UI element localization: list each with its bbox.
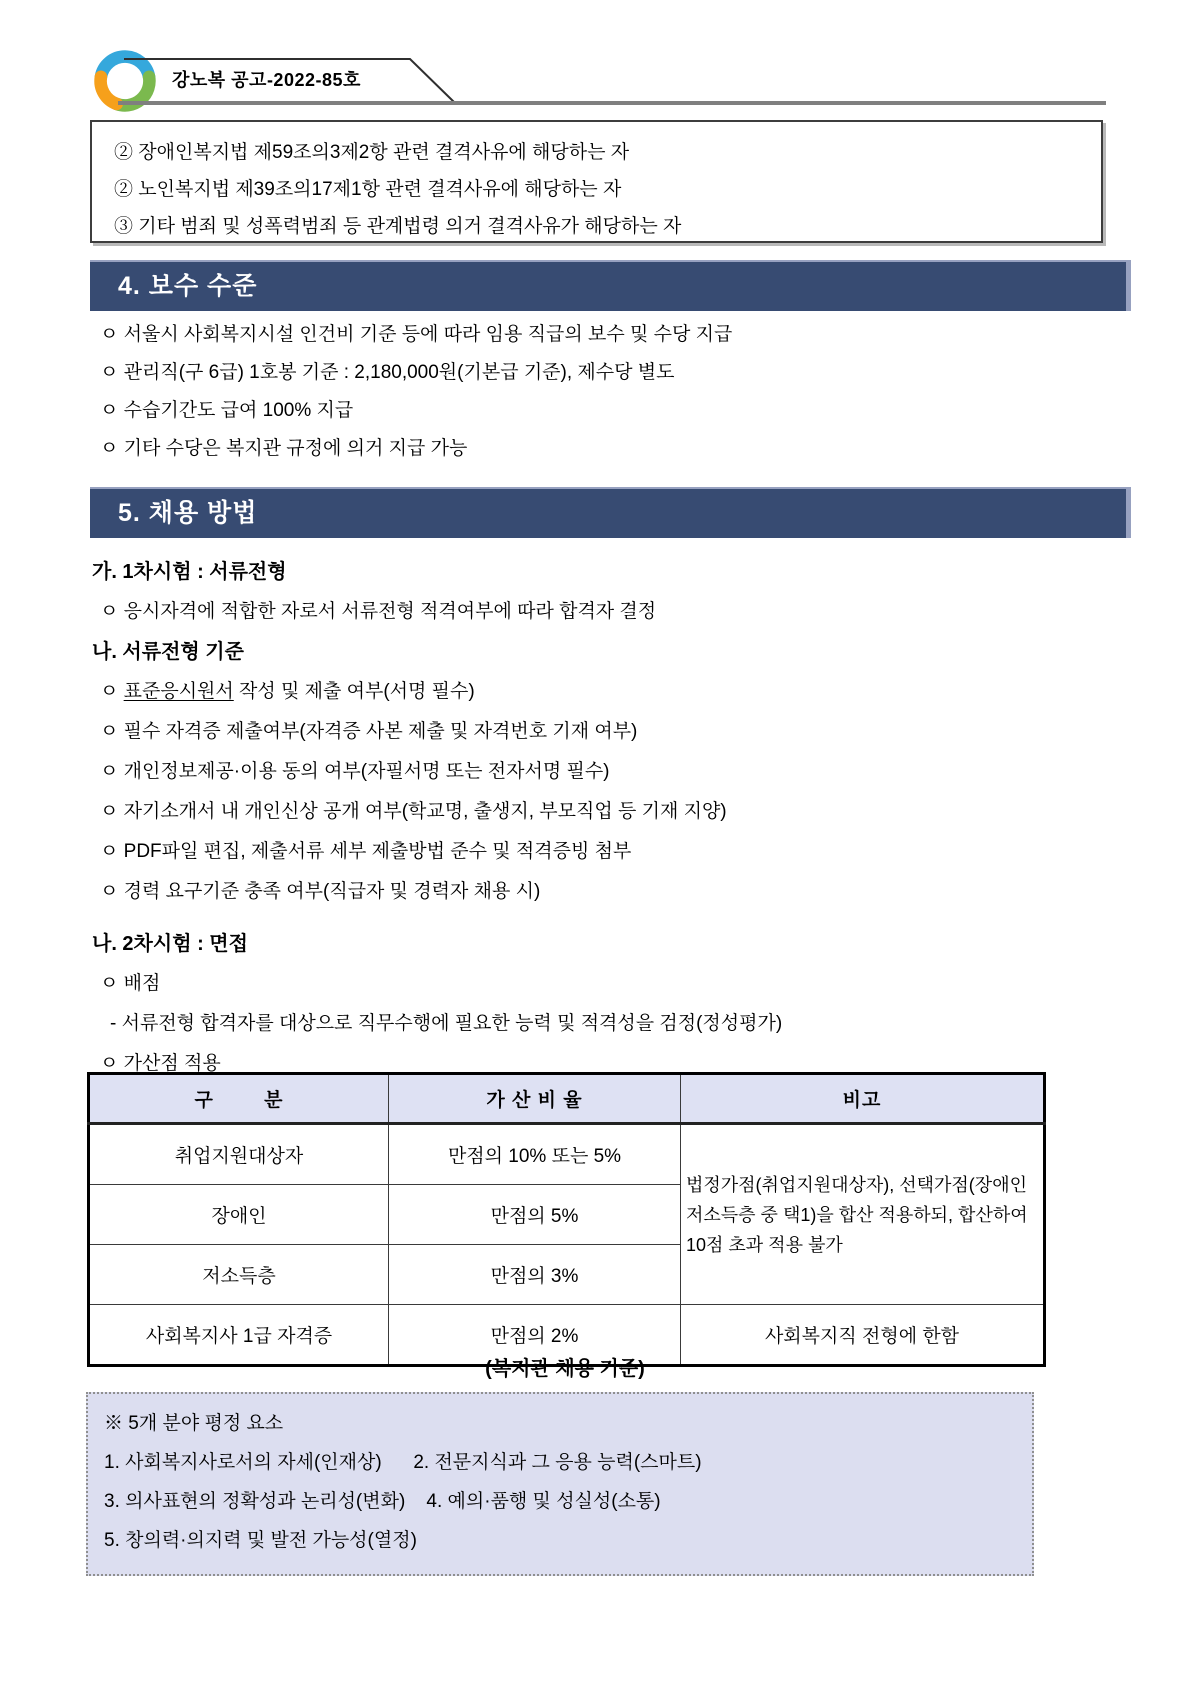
bullet-line: ㅇ 표준응시원서 작성 및 제출 여부(서명 필수) — [100, 681, 475, 702]
cell-ratio: 만점의 2% — [389, 1305, 681, 1366]
subsection-heading: 가. 1차시험 : 서류전형 — [92, 561, 287, 583]
disqualification-item: ③ 기타 범죄 및 성폭력범죄 등 관계법령 의거 결격사유가 해당하는 자 — [114, 216, 682, 237]
col-header-category: 구 분 — [89, 1074, 389, 1124]
evaluation-criteria-box — [86, 1392, 1034, 1576]
evaluation-line: 1. 사회복지사로서의 자세(인재상) 2. 전문지식과 그 응용 능력(스마트) — [104, 1452, 702, 1473]
bullet-line: ㅇ 자기소개서 내 개인신상 공개 여부(학교명, 출생지, 부모직업 등 기재 지양) — [100, 801, 727, 822]
bullet-line: ㅇ 배점 — [100, 973, 161, 994]
bullet-line: ㅇ 응시자격에 적합한 자로서 서류전형 적격여부에 따라 합격자 결정 — [100, 601, 657, 622]
table-row — [89, 1124, 1045, 1185]
cell-category: 취업지원대상자 — [89, 1124, 389, 1185]
bullet-line: ㅇ 서울시 사회복지시설 인건비 기준 등에 따라 임용 직급의 보수 및 수당 지급 — [100, 324, 733, 345]
bullet-line: ㅇ 수습기간도 급여 100% 지급 — [100, 400, 354, 421]
bullet-line: ㅇ 개인정보제공·이용 동의 여부(자필서명 또는 전자서명 필수) — [100, 761, 610, 782]
section-4-body — [100, 316, 1100, 468]
subsection-heading: 나. 서류전형 기준 — [92, 641, 244, 663]
cell-category: 장애인 — [89, 1185, 389, 1245]
evaluation-line: 3. 의사표현의 정확성과 논리성(변화) 4. 예의·품행 및 성실성(소통) — [104, 1491, 661, 1512]
table-caption: (복지관 채용 기준) — [485, 1358, 645, 1380]
col-header-ratio: 가 산 비 율 — [389, 1074, 681, 1124]
disqualification-item: ② 장애인복지법 제59조의3제2항 관련 결격사유에 해당하는 자 — [114, 142, 630, 163]
cell-ratio: 만점의 5% — [389, 1185, 681, 1245]
bullet-line: ㅇ 관리직(구 6급) 1호봉 기준 : 2,180,000원(기본급 기준), 제수당 별도 — [100, 362, 675, 383]
bonus-table — [87, 1072, 1046, 1367]
section-5-title: 5. 채용 방법 — [118, 499, 258, 527]
cell-category: 저소득층 — [89, 1245, 389, 1305]
col-header-note: 비고 — [681, 1074, 1045, 1124]
bullet-line: ㅇ 경력 요구기준 충족 여부(직급자 및 경력자 채용 시) — [100, 881, 541, 902]
evaluation-title: ※ 5개 분야 평정 요소 — [104, 1413, 284, 1434]
doc-number: 강노복 공고-2022-85호 — [172, 70, 361, 90]
section-4-title: 4. 보수 수준 — [118, 272, 258, 300]
disqualification-item: ② 노인복지법 제39조의17제1항 관련 결격사유에 해당하는 자 — [114, 179, 622, 200]
table-header-row — [89, 1074, 1045, 1124]
bullet-line: ㅇ PDF파일 편집, 제출서류 세부 제출방법 준수 및 적격증빙 첨부 — [100, 841, 632, 862]
subsection-heading: 나. 2차시험 : 면접 — [92, 933, 248, 955]
bullet-line: ㅇ 가산점 적용 — [100, 1053, 221, 1074]
disqualification-box — [90, 120, 1103, 243]
section-4-header — [90, 260, 1131, 311]
cell-note: 사회복지직 전형에 한함 — [681, 1305, 1045, 1366]
dash-line: - 서류전형 합격자를 대상으로 직무수행에 필요한 능력 및 적격성을 검정(정성평가) — [110, 1013, 783, 1034]
cell-category: 사회복지사 1급 자격증 — [89, 1305, 389, 1366]
page-header — [0, 0, 1190, 120]
cell-merged-note: 법정가점(취업지원대상자), 선택가점(장애인 저소득층 중 택1)을 합산 적용하되, 합산하여 10점 초과 적용 불가 — [681, 1124, 1045, 1305]
spacer — [92, 912, 1102, 924]
bullet-line: ㅇ 기타 수당은 복지관 규정에 의거 지급 가능 — [100, 438, 468, 459]
cell-ratio: 만점의 3% — [389, 1245, 681, 1305]
cell-ratio: 만점의 10% 또는 5% — [389, 1124, 681, 1185]
evaluation-line: 5. 창의력·의지력 및 발전 가능성(열정) — [104, 1530, 417, 1551]
bonus-table-wrap — [87, 1072, 1043, 1367]
section-5-header — [90, 487, 1131, 538]
bullet-line: ㅇ 필수 자격증 제출여부(자격증 사본 제출 및 자격번호 기재 여부) — [100, 721, 638, 742]
section-5-body — [92, 552, 1102, 1084]
